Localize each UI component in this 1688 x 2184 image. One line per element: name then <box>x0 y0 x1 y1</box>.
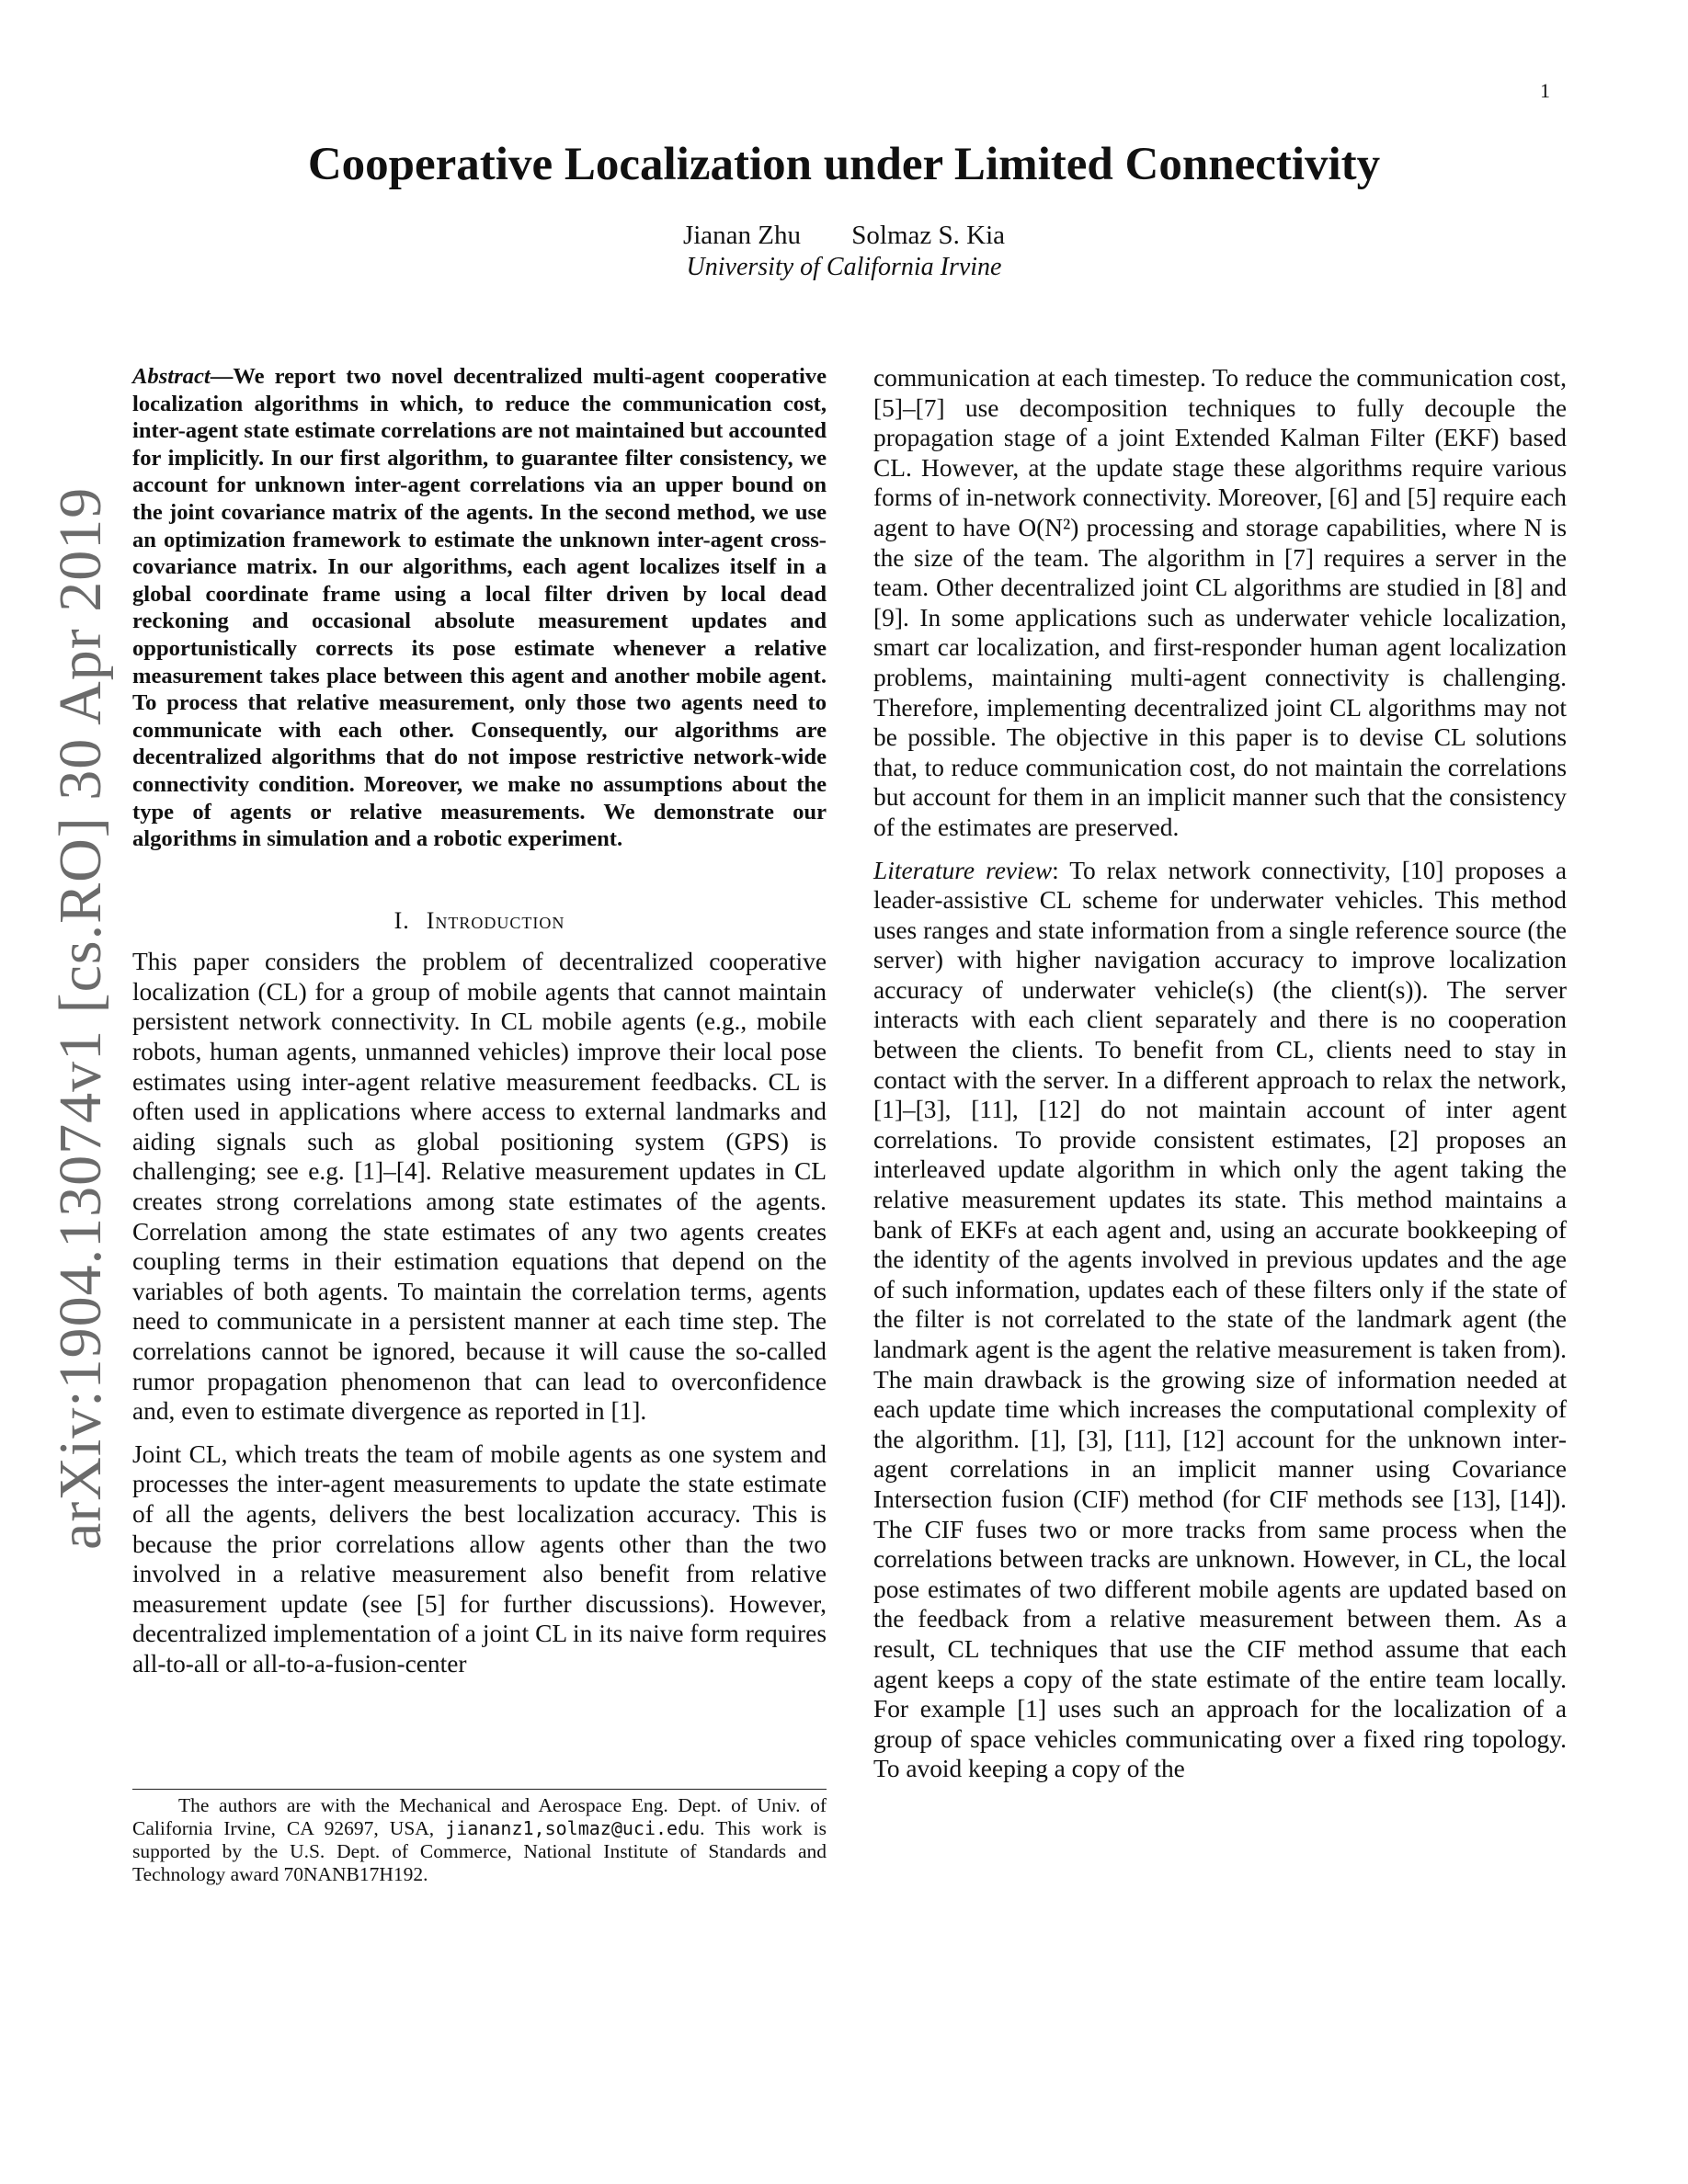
affiliation: University of California Irvine <box>686 253 1002 281</box>
paper-title: Cooperative Localization under Limited Connectivity <box>307 139 1381 190</box>
page-number: 1 <box>1540 79 1550 102</box>
abstract <box>132 363 827 853</box>
author-name: Solmaz S. Kia <box>851 221 1006 250</box>
abstract-text: —We report two novel decentralized multi-agent cooperative localization algorithms in which, to reduce the communication cost, inter-agent state estimate correlations are not maintained but accounted for implicitly. In our first algorithm, to guarantee filter consistency, we account for unknown inter-agent correlations via an upper bound on the joint covariance matrix of the agents. In the second method, we use an optimization framework to estimate the unknown inter-agent cross-covariance matrix. In our algorithms, each agent localizes itself in a global coordinate frame using a local filter driven by local dead reckoning and occasional absolute measurement updates and opportunistically corrects its pose estimate whenever a relative measurement takes place between this agent and another mobile agent. To process that relative measurement, only those two agents need to communicate with each other. Consequently, our algorithms are decentralized algorithms that do not impose restrictive network-wide connectivity condition. Moreover, we make no assumptions about the type of agents or relative measurements. We demonstrate our algorithms in simulation and a robotic experiment. <box>132 364 827 852</box>
right-column <box>873 363 1567 1797</box>
footnote <box>132 1794 827 1886</box>
literature-review-label: Literature review <box>873 856 1053 884</box>
author-name: Jianan Zhu <box>682 221 802 250</box>
abstract-label: Abstract <box>132 364 211 389</box>
body-paragraph: This paper considers the problem of decentralized cooperative localization (CL) for a group of mobile agents that cannot maintain persistent network connectivity. In CL mobile agents (e.g., mobile robots, human agents, unmanned vehicles) improve their local pose estimates using inter-agent relative measurement feedbacks. CL is often used in applications where access to external landmarks and aiding signals such as global positioning system (GPS) is challenging; see e.g. [1]–[4]. Relative measurement updates in CL creates strong correlations among state estimates of the agents. Correlation among the state estimates of any two agents creates coupling terms in their estimation equations that depend on the variables of both agents. To maintain the correlation terms, agents need to communicate in a persistent manner at each time step. The correlations cannot be ignored, because it will cause the so-called rumor propagation phenomenon that can lead to overconfidence and, even to estimate divergence as reported in [1]. <box>132 948 827 1426</box>
body-paragraph: Joint CL, which treats the team of mobile agents as one system and processes the inter-agent measurements to update the state estimate of all the agents, delivers the best localization accuracy. This is because the prior correlations allow agents other than the two involved in a relative measurement also benefit from relative measurement update (see [5] for further discussions). However, decentralized implementation of a joint CL in its naive form requires all-to-all or all-to-a-fusion-center <box>132 1439 827 1678</box>
arxiv-stamp[interactable]: arXiv:1904.13074v1 [cs.RO] 30 Apr 2019 <box>47 486 114 1550</box>
body-paragraph <box>873 856 1567 1784</box>
literature-review-text: : To relax network connectivity, [10] proposes a leader-assistive CL scheme for underwater vehicles. This method uses ranges and state information from a single reference source (the server) with higher navigation accuracy to improve localization accuracy of underwater vehicle(s) (the client(s)). The server interacts with each client separately and there is no cooperation between the clients. To benefit from CL, clients need to stay in contact with the server. In a different approach to relax the network, [1]–[3], [11], [12] do not maintain account of inter agent correlations. To provide consistent estimates, [2] proposes an interleaved update algorithm in which only the agent taking the relative measurement updates its state. This method maintains a bank of EKFs at each agent and, using an accurate bookkeeping of the identity of the agents involved in previous updates and the age of such information, updates each of these filters only if the state of the filter is not correlated to the state of the landmark agent (the landmark agent is the agent the relative measurement is taken from). The main drawback is the growing size of information needed at each update time which increases the computational complexity of the algorithm. [1], [3], [11], [12] account for the unknown inter-agent correlations in an implicit manner using Covariance Intersection fusion (CIF) method (for CIF methods see [13], [14]). The CIF fuses two or more tracks from same process when the correlations between tracks are unknown. However, in CL, the local pose estimates of two different mobile agents are updated based on the feedback from a relative measurement between them. As a result, CL techniques that use the CIF method assume that each agent keeps a copy of the state estimate of the entire team locally. For example [1] uses such an approach for the localization of a group of space vehicles communicating over a fixed ring topology. To avoid keeping a copy of the <box>873 856 1567 1783</box>
section-title: Introduction <box>426 906 565 934</box>
section-number: I. <box>393 906 410 934</box>
author-list <box>0 221 1688 251</box>
left-column <box>132 363 827 1692</box>
footnote-email[interactable]: jiananz1,solmaz@uci.edu <box>445 1817 701 1839</box>
footnote-rule <box>132 1789 827 1790</box>
footnote-text: The authors are with the Mechanical and Aerospace Eng. Dept. of Univ. of California Irvine, CA 92697, USA, <box>132 1794 827 1839</box>
section-heading <box>132 906 827 937</box>
footnote-text: . This work is supported by the U.S. Dept. of Commerce, National Institute of Standards and Technology award 70NANB17H192. <box>132 1817 827 1885</box>
body-paragraph: communication at each timestep. To reduce the communication cost, [5]–[7] use decomposition techniques to fully decouple the propagation stage of a joint Extended Kalman Filter (EKF) based CL. However, at the update stage these algorithms require various forms of in-network connectivity. Moreover, [6] and [5] require each agent to have O(N²) processing and storage capabilities, where N is the size of the team. The algorithm in [7] requires a server in the team. Other decentralized joint CL algorithms are studied in [8] and [9]. In some applications such as underwater vehicle localization, smart car localization, and first-responder human agent localization problems, maintaining multi-agent connectivity is challenging. Therefore, implementing decentralized joint CL algorithms may not be possible. The objective in this paper is to devise CL solutions that, to reduce communication cost, do not maintain the correlations but account for them in an implicit manner such that the consistency of the estimates are preserved. <box>873 364 1567 841</box>
